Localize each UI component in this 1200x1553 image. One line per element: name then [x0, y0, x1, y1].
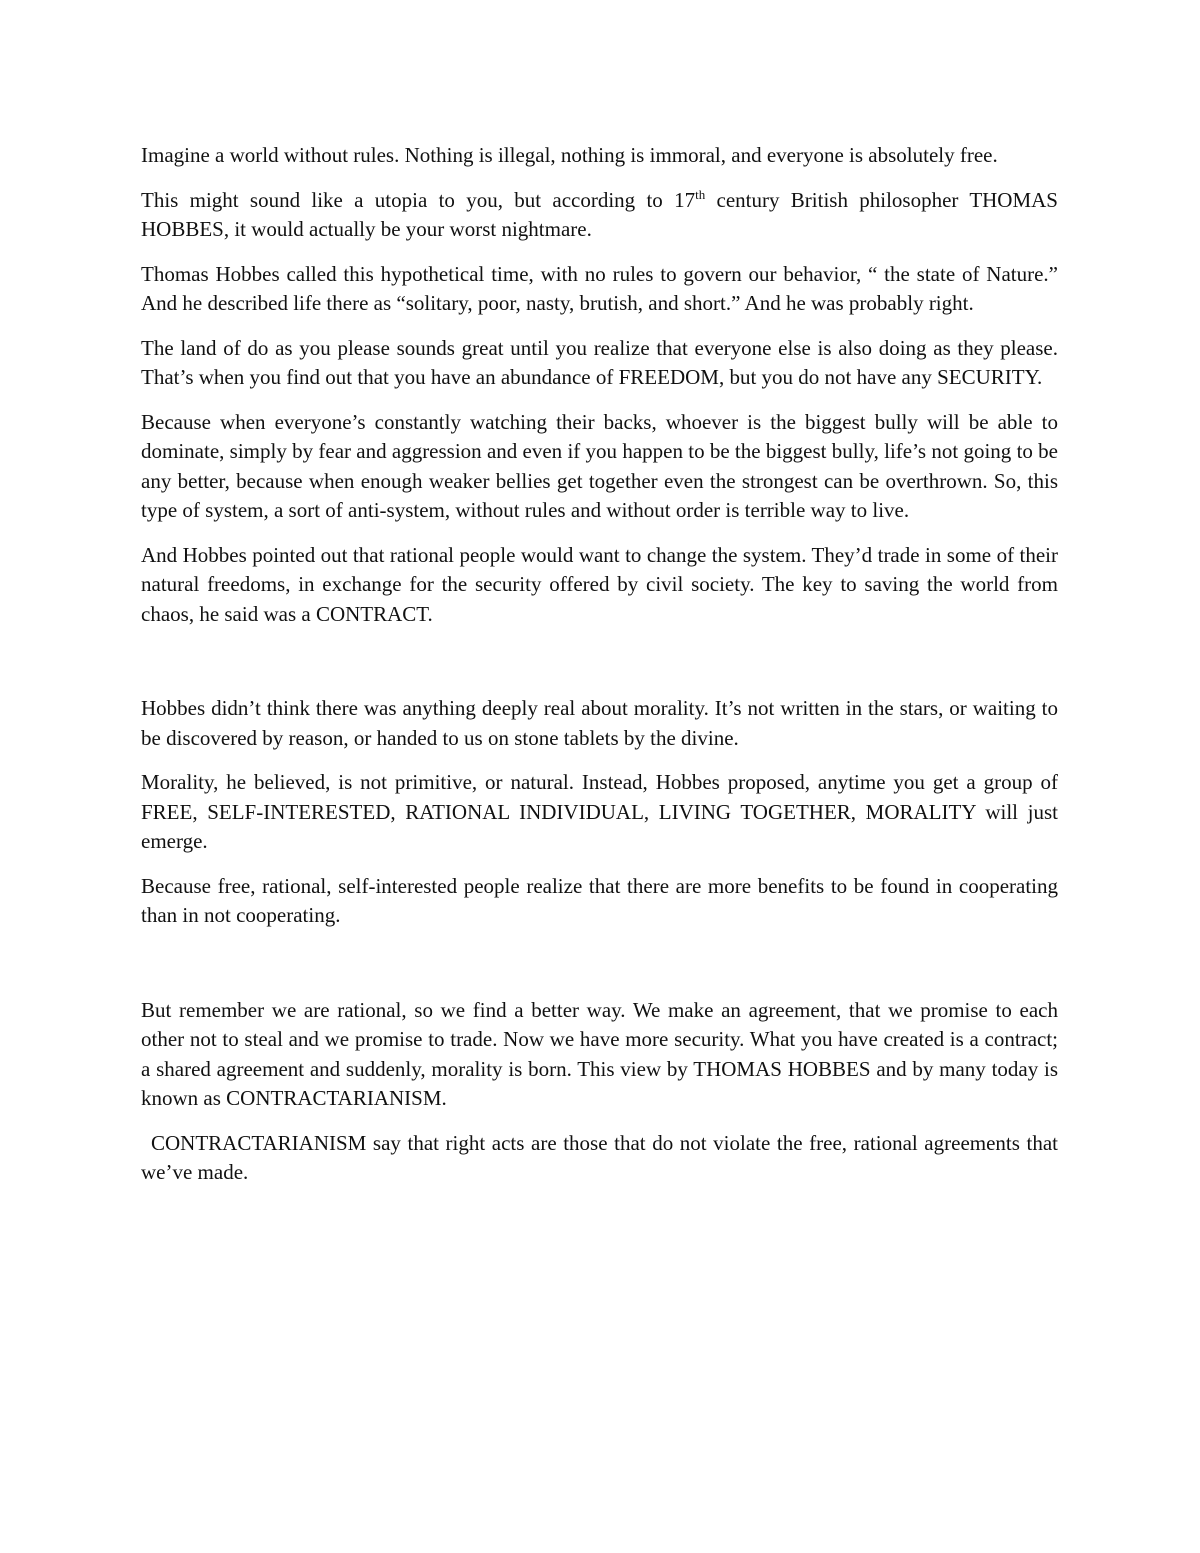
- paragraph-contractarianism: [141, 1129, 1058, 1188]
- paragraph-utopia-start: This might sound like a utopia to you, but according to 17: [141, 187, 696, 212]
- paragraph-utopia: [141, 186, 1058, 245]
- paragraph-intro: Imagine a world without rules. Nothing is illegal, nothing is immoral, and everyone is absolutely free.: [141, 143, 998, 167]
- paragraph-biggest-bully: Because when everyone’s constantly watching their backs, whoever is the biggest bully will be able to dominate, simply by fear and aggression and even if you happen to be the biggest bully, life’s not going to be any better, because when enough weaker bellies get together even the strongest can be overthrown. So, this type of system, a sort of anti-system, without rules and without order is terrible way to live.: [141, 409, 1058, 522]
- paragraph-better-way: But remember we are rational, so we find a better way. We make an agreement, that we promise to each other not to steal and we promise to trade. Now we have more security. What you have created is a contract; a shared agreement and suddenly, morality is born. This view by THOMAS HOBBES and by many today is known as CONTRACTARIANISM.: [141, 997, 1058, 1110]
- document-page: [141, 141, 1058, 1203]
- paragraph-morality-real: Hobbes didn’t think there was anything deeply real about morality. It’s not written in the stars, or waiting to be discovered by reason, or handed to us on stone tablets by the divine.: [141, 696, 1058, 750]
- paragraph-utopia-end: century British philosopher THOMAS HOBBES, it would actually be your worst nightmare.: [141, 187, 1058, 241]
- paragraph-contractarianism-text: CONTRACTARIANISM say that right acts are those that do not violate the free, rational agreements that we’ve made.: [141, 1130, 1058, 1184]
- blank-gap: [141, 946, 1058, 996]
- paragraph-state-of-nature: Thomas Hobbes called this hypothetical time, with no rules to govern our behavior, “ the state of Nature.” And he described life there as “solitary, poor, nasty, brutish, and short.” And he was probably right.: [141, 261, 1058, 315]
- blank-gap: [141, 644, 1058, 694]
- paragraph-freedom-security: The land of do as you please sounds great until you realize that everyone else is also doing as they please. That’s when you find out that you have an abundance of FREEDOM, but you do not have any SECURITY.: [141, 335, 1058, 389]
- paragraph-contract: And Hobbes pointed out that rational people would want to change the system. They’d trade in some of their natural freedoms, in exchange for the security offered by civil society. The key to saving the world from chaos, he said was a CONTRACT.: [141, 542, 1058, 626]
- paragraph-cooperating: Because free, rational, self-interested people realize that there are more benefits to be found in cooperating than in not cooperating.: [141, 873, 1058, 927]
- superscript-th: th: [695, 186, 706, 202]
- paragraph-morality-emerge: Morality, he believed, is not primitive, or natural. Instead, Hobbes proposed, anytime you get a group of FREE, SELF-INTERESTED, RATIONAL INDIVIDUAL, LIVING TOGETHER, MORALITY will just emerge.: [141, 770, 1058, 853]
